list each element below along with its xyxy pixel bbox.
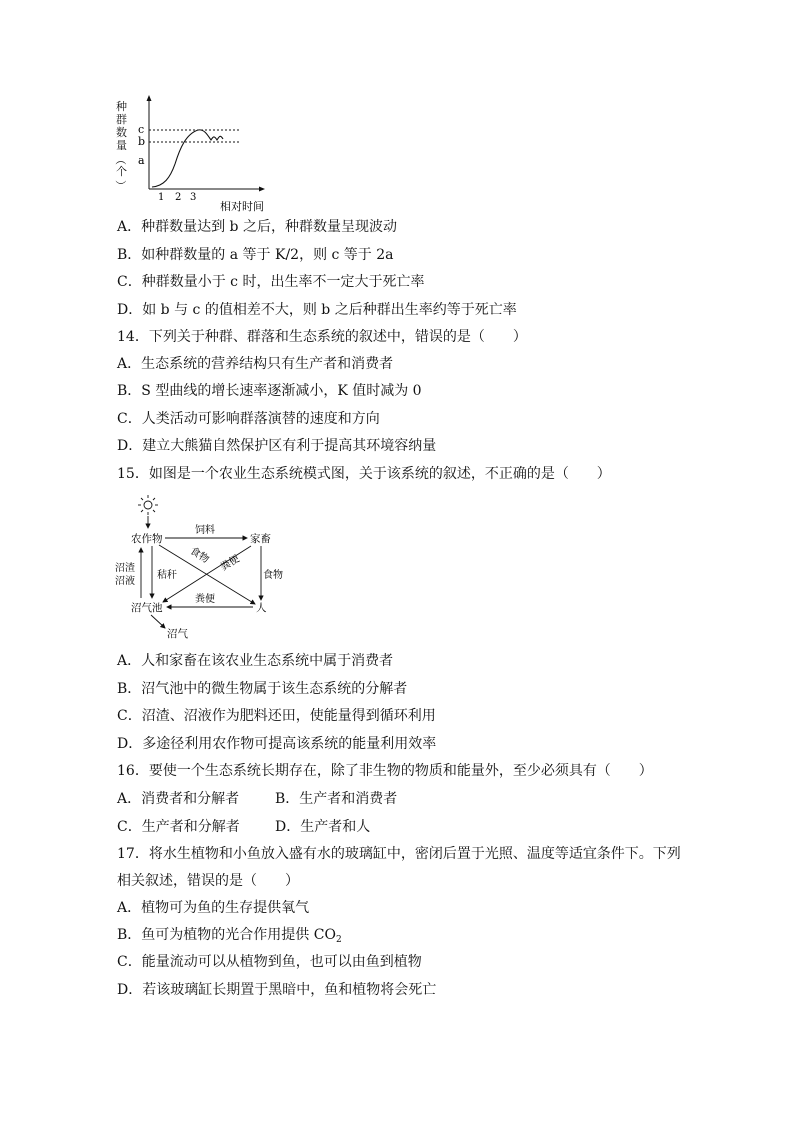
q13-option-a: A．种群数量达到 b 之后，种群数量呈现波动	[117, 219, 397, 235]
q17-option-a: A．植物可为鱼的生存提供氧气	[117, 900, 310, 916]
y-tick-c: c	[138, 123, 145, 136]
q17-option-b-subscript: 2	[335, 935, 342, 945]
population-curve-figure	[112, 94, 272, 214]
residue-label-2: 沼液	[115, 576, 135, 587]
x-tick-1: 1	[158, 192, 165, 203]
q15-option-a: A．人和家畜在该农业生态系统中属于消费者	[117, 653, 394, 669]
q17-option-c: C．能量流动可以从植物到鱼，也可以由鱼到植物	[117, 954, 422, 970]
q15-option-c: C．沼渣、沼液作为肥料还田，使能量得到循环利用	[117, 708, 436, 724]
q14-option-c: C．人类活动可影响群落演替的速度和方向	[117, 411, 380, 427]
feed-label: 饲料	[195, 525, 215, 536]
human-node: 人	[256, 602, 267, 614]
y-label-char: 量	[116, 139, 127, 152]
x-axis-arrow	[259, 187, 265, 192]
food-label-diagonal: 食物	[187, 545, 211, 566]
y-label-char: 群	[116, 113, 127, 126]
q16-option-b: B．生产者和消费者	[275, 791, 398, 807]
sun-icon	[138, 495, 158, 515]
q17-stem-line1: 17．将水生植物和小鱼放入盛有水的玻璃缸中，密闭后置于光照、温度等适宜条件下。下列	[117, 846, 681, 862]
biogas-pit-node: 沼气池	[131, 602, 163, 614]
x-tick-3: 3	[190, 192, 197, 203]
biogas-output: 沼气	[167, 628, 188, 640]
q15-stem: 15．如图是一个农业生态系统模式图，关于该系统的叙述，不正确的是（ ）	[117, 466, 611, 482]
q14-stem: 14．下列关于种群、群落和生态系统的叙述中，错误的是（ ）	[117, 329, 527, 345]
y-label-char: 种	[116, 100, 127, 113]
q14-option-a: A．生态系统的营养结构只有生产者和消费者	[117, 356, 394, 372]
y-axis-arrow	[147, 95, 152, 101]
q16-option-c: C．生产者和分解者	[117, 819, 240, 835]
q16-option-d: D．生产者和人	[275, 819, 371, 835]
q13-option-c: C．种群数量小于 c 时，出生率不一定大于死亡率	[117, 274, 425, 290]
q16-option-a: A．消费者和分解者	[117, 791, 240, 807]
q17-option-b-text: B．鱼可为植物的光合作用提供 CO	[117, 927, 336, 943]
q17-stem-line2: 相关叙述，错误的是（ ）	[117, 873, 299, 889]
q16-stem: 16．要使一个生态系统长期存在，除了非生物的物质和能量外，至少必须具有（ ）	[117, 763, 653, 779]
biogas-arrow	[151, 615, 165, 628]
y-tick-b: b	[138, 135, 146, 148]
y-axis-label	[114, 100, 127, 191]
y-label-char: ）	[114, 180, 127, 191]
q17-option-b	[117, 926, 342, 949]
q17-option-d: D．若该玻璃缸长期置于黑暗中，鱼和植物将会死亡	[117, 982, 437, 998]
y-tick-a: a	[138, 154, 145, 167]
q13-option-d: D．如 b 与 c 的值相差不大，则 b 之后种群出生率约等于死亡率	[117, 302, 517, 318]
q15-option-b: B．沼气池中的微生物属于该生态系统的分解者	[117, 681, 408, 697]
manure-label-diagonal: 粪便	[218, 553, 242, 574]
s-curve	[152, 130, 223, 187]
x-axis-label: 相对时间	[220, 200, 264, 213]
y-label-char: 个	[116, 165, 127, 178]
y-label-char: （	[114, 154, 127, 165]
manure-label-bottom: 粪便	[195, 594, 215, 605]
x-tick-2: 2	[175, 192, 182, 203]
agro-ecosystem-diagram	[115, 492, 295, 644]
y-label-char: 数	[116, 126, 127, 139]
q13-option-b: B．如种群数量的 a 等于 K/2，则 c 等于 2a	[117, 247, 394, 263]
residue-label-1: 沼渣	[115, 563, 135, 574]
q15-option-d: D．多途径利用农作物可提高该系统的能量利用效率	[117, 736, 437, 752]
crop-node: 农作物	[131, 533, 163, 545]
food-label-right: 食物	[263, 570, 283, 581]
q14-option-d: D．建立大熊猫自然保护区有利于提高其环境容纳量	[117, 438, 437, 454]
livestock-node: 家畜	[250, 533, 271, 545]
q14-option-b: B．S 型曲线的增长速率逐渐减小，K 值时减为 0	[117, 383, 422, 399]
straw-label: 秸秆	[157, 570, 177, 581]
